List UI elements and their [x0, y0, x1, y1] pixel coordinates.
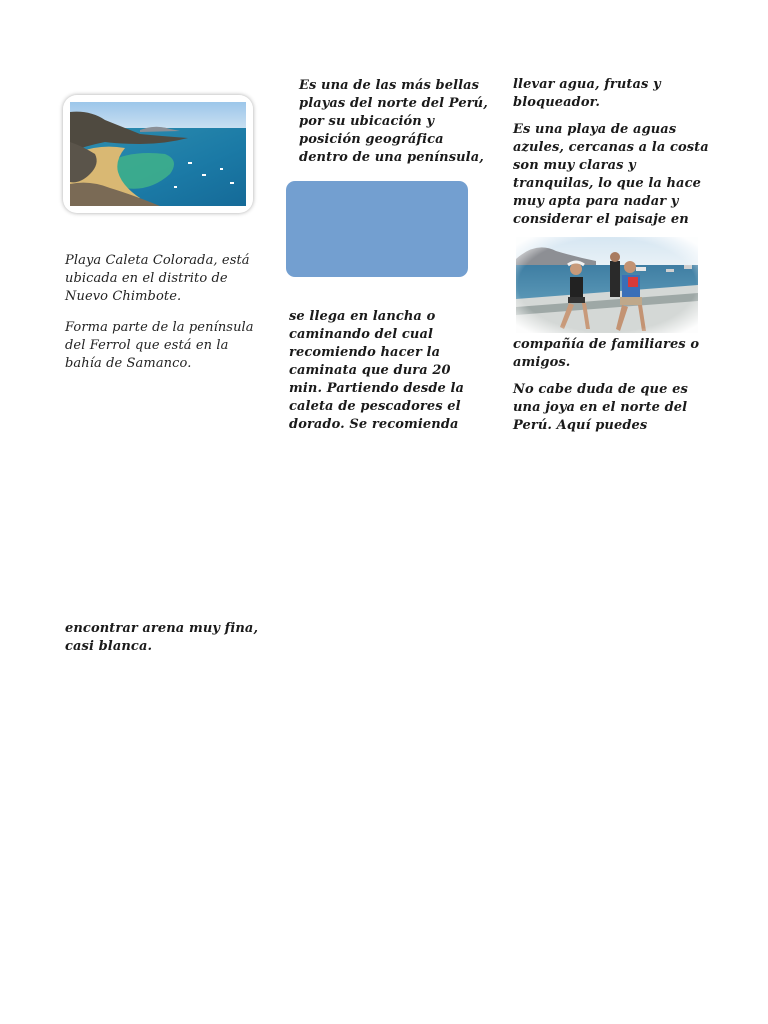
- location-paragraph: Forma parte de la península del Ferrol que está en la bahía de Samanco.: [65, 320, 254, 371]
- jewel-paragraph: No cabe duda de que es una joya en el norte del Perú. Aquí puedes: [513, 382, 688, 433]
- intro-paragraph: Playa Caleta Colorada, está ubicada en el distrito de Nuevo Chimbote.: [65, 253, 250, 304]
- water-paragraph: Es una playa de aguas azules, cercanas a la costa son muy claras y tranquilas, lo que la hace muy apta para nadar y considerar el paisaje en: [513, 122, 709, 227]
- sand-paragraph: encontrar arena muy fina, casi blanca.: [65, 621, 259, 654]
- description-paragraph: Es una de las más bellas playas del norte del Perú, por su ubicación y posición geográfica dentro de una península,: [299, 78, 488, 165]
- access-paragraph: se llega en lancha o caminando del cual recomiendo hacer la caminata que dura 20 min. Partiendo desde la caleta de pescadores el dorado. Se recomienda: [289, 309, 465, 432]
- company-paragraph: compañía de familiares o amigos.: [513, 337, 700, 370]
- beach-photo: [63, 95, 253, 213]
- boat-photo-icon: [516, 237, 698, 333]
- beach-photo-icon: [70, 102, 246, 206]
- boat-photo: [516, 237, 698, 333]
- recommendation-paragraph: llevar agua, frutas y bloqueador.: [513, 77, 661, 110]
- blue-text-box: [286, 181, 468, 277]
